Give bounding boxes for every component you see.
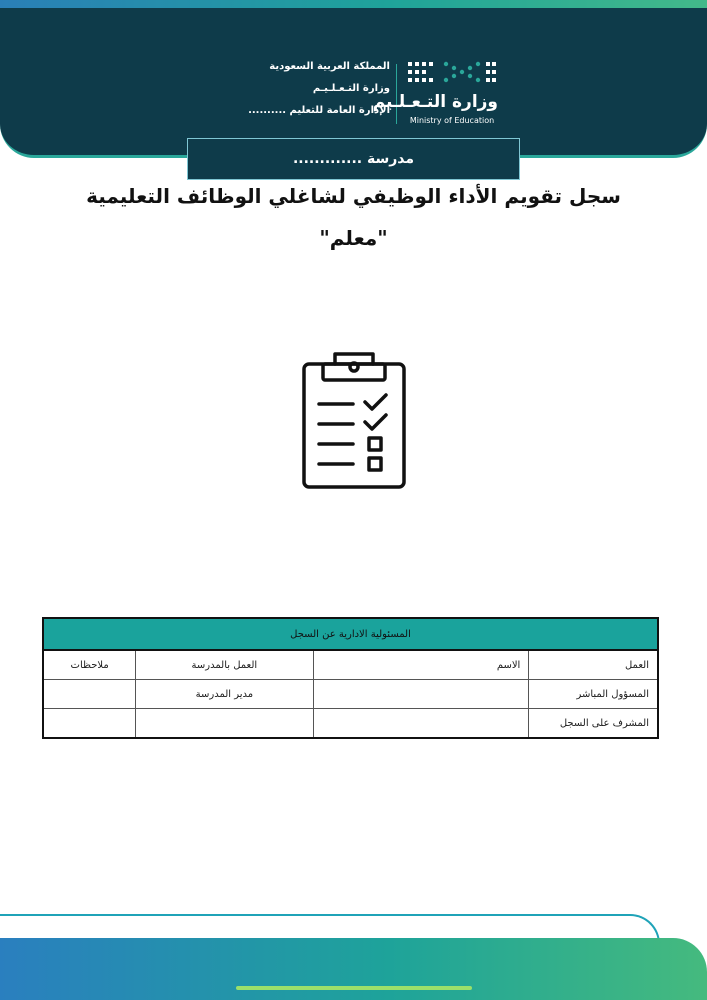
page-subtitle: "معلم"	[319, 226, 388, 250]
table-caption: المسئولية الادارية عن السجل	[43, 618, 658, 650]
table-header-row	[43, 650, 658, 680]
government-lines	[200, 56, 390, 122]
top-accent-strip	[0, 0, 707, 8]
cell-notes[interactable]	[43, 680, 136, 709]
cell-notes[interactable]	[43, 709, 136, 739]
page-title: سجل تقويم الأداء الوظيفي لشاغلي الوظائف التعليمية	[86, 184, 621, 208]
gov-line-ministry: وزارة التـعـلـيـم	[312, 83, 390, 94]
header-notes: ملاحظات	[43, 650, 136, 680]
table-row	[43, 709, 658, 739]
ministry-logo-icon	[406, 58, 498, 90]
page-header	[0, 8, 707, 158]
page-footer	[0, 938, 707, 1000]
responsibility-table	[42, 617, 659, 739]
cell-role: المشرف على السجل	[529, 709, 658, 739]
logo-english-text: Ministry of Education	[409, 116, 495, 125]
gov-line-kingdom: المملكة العربية السعودية	[269, 61, 390, 72]
cell-school-role: مدير المدرسة	[136, 680, 313, 709]
footer-highlight-bar	[236, 986, 472, 990]
school-name-box	[187, 138, 520, 180]
cell-role: المسؤول المباشر	[529, 680, 658, 709]
logo-arabic-text: وزارة التـعـلـيم	[372, 92, 498, 112]
header-role: العمل	[529, 650, 658, 680]
table-caption-row	[43, 618, 658, 650]
clipboard-checklist-icon	[301, 350, 407, 490]
school-label: مدرسة .............	[292, 151, 415, 167]
cell-name[interactable]	[313, 709, 529, 739]
gov-line-directorate: الإدارة العامة للتعليم ..........	[248, 105, 390, 116]
ministry-logo	[372, 58, 504, 130]
header-name: الاسم	[313, 650, 529, 680]
cell-name[interactable]	[313, 680, 529, 709]
table-row	[43, 680, 658, 709]
header-school-role: العمل بالمدرسة	[136, 650, 313, 680]
cell-school-role[interactable]	[136, 709, 313, 739]
